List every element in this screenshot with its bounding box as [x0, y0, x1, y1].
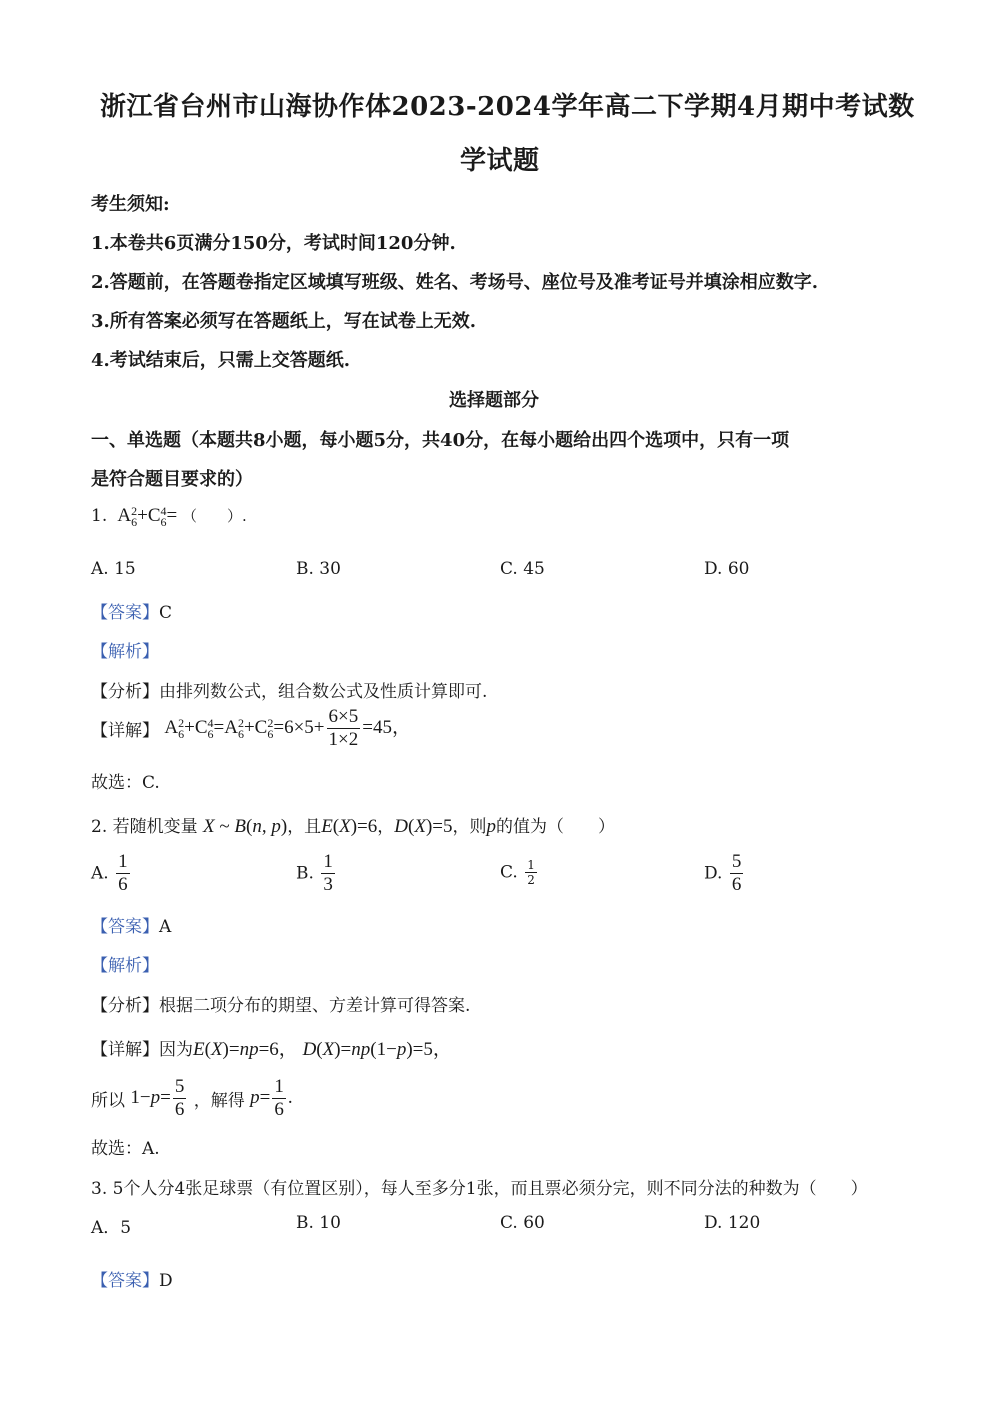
- q2-detail-prefix: 因为: [159, 1040, 193, 1060]
- q1-option-a: A. 15: [91, 559, 136, 579]
- q2-detail-line2: [91, 1076, 293, 1121]
- q3-answer-value: D: [159, 1271, 173, 1291]
- q2-option-a-fraction: [116, 851, 130, 896]
- q3-option-c: C. 60: [500, 1213, 545, 1233]
- q2-expectation: E(X)=6: [321, 816, 378, 837]
- q2-stem-tail: 的值为（ ）: [496, 817, 615, 837]
- q1-answer: [91, 598, 172, 623]
- q1-option-b: B. 30: [296, 559, 341, 579]
- q2-option-c-letter: C.: [500, 862, 518, 883]
- fenxi-label: 【分析】: [91, 996, 159, 1016]
- q1-detail-formula: A 2 6 +C 4 6 =A 2 6 +C 2 6 =6×5+ $\frac{6\times 5}{1\times 2}$ =45，: [164, 706, 411, 750]
- q2-option-d-den: 6: [731, 874, 742, 895]
- answer-label: 【答案】: [91, 1271, 159, 1291]
- q1-detail: [91, 706, 411, 751]
- q2-distribution: X ~ B(n, p): [203, 816, 288, 837]
- q1-conclusion: 故选：C.: [91, 773, 160, 793]
- q2-option-d-letter: D.: [704, 863, 723, 884]
- section-heading: 选择题部分: [449, 390, 539, 411]
- q2-solution-result: p= $\frac{1}{6}$ .: [250, 1076, 293, 1120]
- q2-option-a-den: 6: [118, 874, 128, 895]
- q2-detail-formula: E(X)=np=6， D(X)=np(1−p)=5，: [193, 1039, 452, 1060]
- q2-option-d-fraction: [730, 851, 744, 896]
- q2-stem-prefix: 2. 若随机变量: [91, 817, 198, 837]
- q2-fenxi-text: 根据二项分布的期望、方差计算可得答案.: [159, 996, 471, 1016]
- q1-option-d: D. 60: [704, 559, 750, 579]
- page-title: 浙江省台州市山海协作体2023-2024学年高二下学期4月期中考试数: [100, 92, 915, 122]
- q2-option-c-den: 2: [527, 873, 535, 887]
- q2-option-c-num: 1: [527, 858, 535, 872]
- q2-stem-mid3: ，则: [452, 817, 487, 837]
- part-instructions: 一、单选题（本题共8小题，每小题5分，共40分，在每小题给出四个选项中，只有一项: [91, 430, 790, 451]
- q2-line2-prefix: 所以: [91, 1091, 125, 1111]
- q1-stem: [91, 505, 247, 528]
- answer-label: 【答案】: [91, 603, 159, 623]
- q2-stem: [91, 812, 615, 838]
- q1-answer-value: C: [159, 603, 173, 623]
- q3-option-a: A．5: [91, 1218, 132, 1238]
- fenxi-label: 【分析】: [91, 682, 159, 702]
- q2-option-c: [500, 858, 539, 887]
- q2-option-c-fraction: [525, 858, 537, 887]
- q2-detail: [91, 1034, 452, 1061]
- q3-option-d: D. 120: [704, 1213, 761, 1233]
- q2-answer: [91, 912, 171, 937]
- notice-item-3: 3.所有答案必须写在答题纸上，写在试卷上无效.: [91, 311, 477, 332]
- q1-blank: （ ）.: [181, 507, 247, 525]
- q2-variance: D(X)=5: [394, 816, 453, 837]
- q2-solution-formula: 1−p= $\frac{5}{6}$: [130, 1076, 185, 1120]
- q2-option-b-letter: B.: [296, 863, 314, 884]
- q1-fenxi-text: 由排列数公式，组合数公式及性质计算即可.: [159, 682, 488, 702]
- q2-option-b-den: 3: [323, 874, 333, 895]
- detail-label: 【详解】: [91, 1040, 159, 1060]
- notice-item-1: 1.本卷共6页满分150分，考试时间120分钟.: [91, 233, 456, 254]
- q1-option-c: C. 45: [500, 559, 545, 579]
- q2-stem-mid1: ，且: [287, 817, 322, 837]
- notice-item-4: 4.考试结束后，只需上交答题纸.: [91, 350, 351, 371]
- q3-option-b: B. 10: [296, 1213, 341, 1233]
- q2-option-a-letter: A.: [91, 863, 109, 884]
- q3-stem: 3. 5个人分4张足球票（有位置区别），每人至多分1张，而且票必须分完，则不同分法的种数为（ ）: [91, 1179, 868, 1199]
- q2-option-b: [296, 851, 337, 896]
- q2-option-d-num: 5: [731, 851, 742, 872]
- q2-option-b-num: 1: [323, 851, 333, 872]
- answer-label: 【答案】: [91, 917, 159, 937]
- q1-analysis-label: 【解析】: [91, 642, 159, 662]
- notice-item-2: 2.答题前，在答题卷指定区域填写班级、姓名、考场号、座位号及准考证号并填涂相应数字.: [91, 272, 819, 293]
- q2-stem-mid2: ，: [377, 817, 395, 837]
- detail-label: 【详解】: [91, 721, 159, 741]
- q2-option-b-fraction: [321, 851, 335, 896]
- notice-heading: 考生须知:: [91, 194, 170, 215]
- q1-fenxi: [91, 677, 487, 702]
- q2-conclusion: 故选：A.: [91, 1139, 160, 1159]
- q2-option-d: [704, 851, 745, 896]
- q2-fenxi: [91, 991, 470, 1016]
- q2-option-a: [91, 851, 132, 896]
- q2-variable-p: p: [486, 816, 496, 837]
- q1-expression: A 2 6 +C 4 6 =: [112, 503, 182, 529]
- q1-number: 1.: [91, 506, 108, 526]
- part-instructions-continued: 是符合题目要求的）: [91, 469, 253, 490]
- q3-answer: [91, 1266, 173, 1291]
- q2-line2-mid: ，解得: [193, 1091, 245, 1111]
- page-title-continued: 学试题: [460, 146, 540, 176]
- q2-analysis-label: 【解析】: [91, 956, 159, 976]
- q2-option-a-num: 1: [118, 851, 128, 872]
- q2-answer-value: A: [159, 917, 172, 937]
